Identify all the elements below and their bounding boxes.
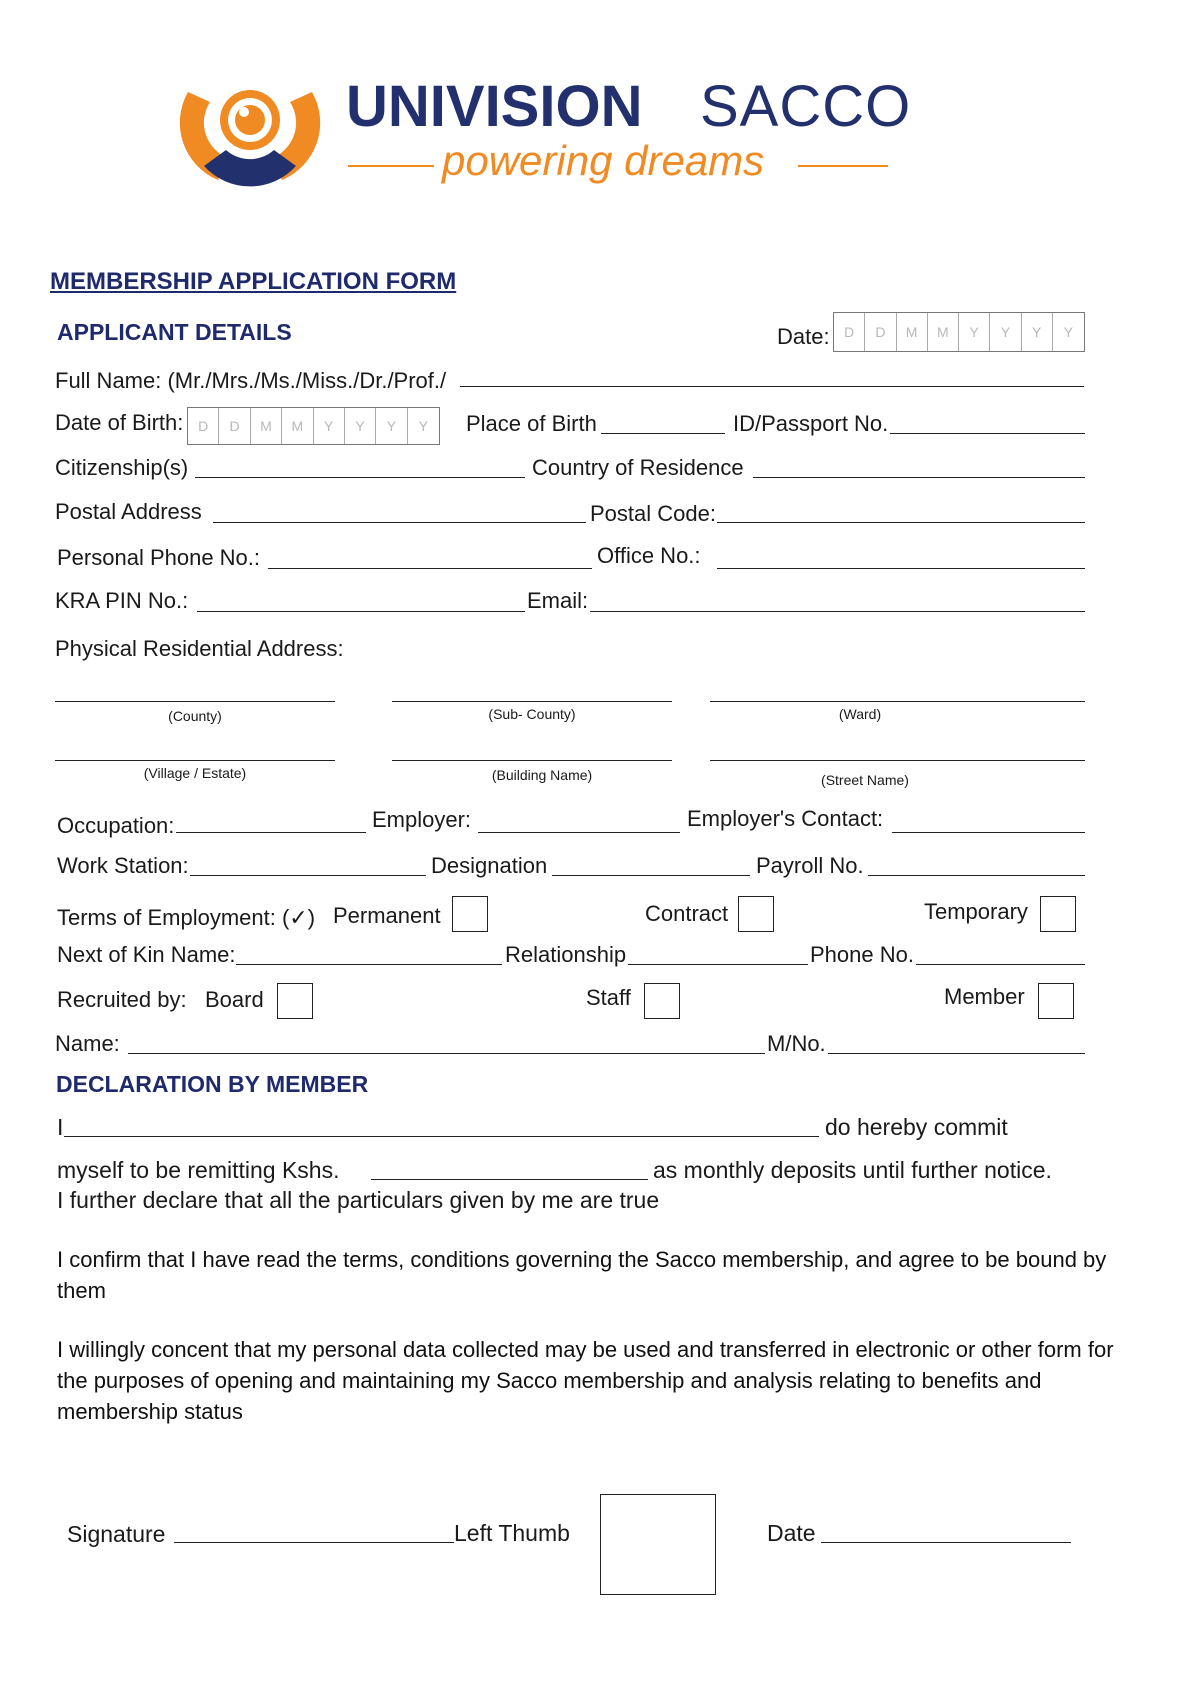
- street-name-field[interactable]: [710, 760, 1085, 761]
- terms-temporary-checkbox[interactable]: [1040, 896, 1076, 932]
- postal-code-field[interactable]: [717, 522, 1085, 523]
- terms-temporary-label: Temporary: [924, 899, 1028, 924]
- remit-amount-field[interactable]: [371, 1179, 648, 1180]
- dob-label: Date of Birth:: [55, 410, 184, 435]
- recruiter-name-label: Name:: [55, 1031, 120, 1056]
- signature-date-label: Date: [767, 1520, 816, 1546]
- phone-label: Phone No.: [810, 942, 914, 967]
- work-station-label: Work Station:: [57, 853, 189, 878]
- brand-name-bold: UNIVISION: [346, 74, 643, 139]
- brand-tagline: powering dreams: [442, 137, 765, 184]
- employer-field[interactable]: [478, 832, 680, 833]
- postal-code-label: Postal Code:: [590, 501, 716, 526]
- occupation-field[interactable]: [176, 832, 366, 833]
- declaration-i-label: I: [57, 1114, 64, 1140]
- dob-cell: Y: [314, 408, 345, 444]
- ward-caption: (Ward): [838, 706, 882, 722]
- date-cell: Y: [1022, 313, 1053, 351]
- dob-cell: M: [282, 408, 313, 444]
- mno-label: M/No.: [767, 1031, 826, 1056]
- left-thumb-label: Left Thumb: [454, 1520, 570, 1546]
- relationship-label: Relationship: [505, 942, 627, 967]
- recruiter-name-field[interactable]: [128, 1053, 765, 1054]
- form-title: MEMBERSHIP APPLICATION FORM: [50, 268, 457, 295]
- designation-label: Designation: [431, 853, 548, 878]
- citizenship-label: Citizenship(s): [55, 455, 189, 480]
- postal-address-field[interactable]: [213, 522, 586, 523]
- next-of-kin-field[interactable]: [236, 964, 502, 965]
- recruited-board-checkbox[interactable]: [277, 983, 313, 1019]
- declaration-name-field[interactable]: [64, 1136, 819, 1137]
- street-name-caption: (Street Name): [821, 772, 909, 788]
- payroll-field[interactable]: [868, 875, 1085, 876]
- county-caption: (County): [168, 708, 222, 724]
- relationship-field[interactable]: [628, 964, 808, 965]
- tagline-left-rule: [348, 165, 434, 167]
- place-of-birth-field[interactable]: [601, 433, 725, 434]
- employer-contact-label: Employer's Contact:: [687, 806, 884, 831]
- employer-label: Employer:: [372, 807, 472, 832]
- signature-label: Signature: [67, 1521, 166, 1547]
- date-cell: Y: [990, 313, 1021, 351]
- signature-field[interactable]: [174, 1542, 454, 1543]
- kra-pin-field[interactable]: [197, 611, 525, 612]
- applicant-details-heading: APPLICANT DETAILS: [57, 319, 292, 345]
- work-station-field[interactable]: [190, 875, 426, 876]
- email-field[interactable]: [590, 611, 1085, 612]
- next-of-kin-label: Next of Kin Name:: [57, 942, 236, 967]
- remit-suffix-text: as monthly deposits until further notice.: [653, 1157, 1052, 1183]
- personal-phone-label: Personal Phone No.:: [57, 545, 261, 570]
- date-cell: D: [834, 313, 865, 351]
- employer-contact-field[interactable]: [892, 832, 1085, 833]
- kra-pin-label: KRA PIN No.:: [55, 588, 189, 613]
- occupation-label: Occupation:: [57, 813, 175, 838]
- ward-field[interactable]: [710, 701, 1085, 702]
- date-cell: M: [897, 313, 928, 351]
- citizenship-field[interactable]: [195, 477, 525, 478]
- terms-contract-checkbox[interactable]: [738, 896, 774, 932]
- date-cell: D: [865, 313, 896, 351]
- full-name-label: Full Name: (Mr./Mrs./Ms./Miss./Dr./Prof./: [55, 368, 447, 393]
- sub-county-caption: (Sub- County): [488, 706, 576, 722]
- particulars-text: I further declare that all the particulars given by me are true: [57, 1187, 660, 1213]
- recruited-member-label: Member: [944, 984, 1025, 1009]
- terms-label: Terms of Employment: (✓): [57, 905, 316, 930]
- mno-field[interactable]: [828, 1053, 1085, 1054]
- recruited-staff-label: Staff: [586, 985, 631, 1010]
- univision-logo: [170, 62, 330, 192]
- tagline-right-rule: [798, 165, 888, 167]
- application-date-boxes[interactable]: [833, 312, 1085, 352]
- consent-text: I willingly concent that my personal data collected may be used and transferred in electronic or other form for the purposes of opening and maintaining my Sacco membership and analysis relating to benefits and membership status: [57, 1337, 1114, 1424]
- building-name-caption: (Building Name): [491, 767, 593, 783]
- terms-permanent-label: Permanent: [333, 903, 441, 928]
- terms-contract-label: Contract: [645, 901, 729, 926]
- id-passport-label: ID/Passport No.: [733, 411, 889, 436]
- date-label: Date:: [777, 324, 830, 349]
- univision-logo-icon: [170, 62, 330, 192]
- declaration-heading: DECLARATION BY MEMBER: [56, 1071, 369, 1097]
- email-label: Email:: [527, 588, 589, 613]
- county-field[interactable]: [55, 701, 335, 702]
- country-residence-field[interactable]: [753, 477, 1085, 478]
- dob-date-boxes[interactable]: [187, 407, 440, 445]
- physical-address-label: Physical Residential Address:: [55, 636, 344, 661]
- date-cell: M: [928, 313, 959, 351]
- phone-field[interactable]: [916, 964, 1085, 965]
- recruited-by-label: Recruited by:: [57, 987, 187, 1012]
- recruited-member-checkbox[interactable]: [1038, 983, 1074, 1019]
- personal-phone-field[interactable]: [268, 568, 592, 569]
- signature-date-field[interactable]: [821, 1542, 1071, 1543]
- recruited-board-label: Board: [205, 987, 264, 1012]
- village-estate-field[interactable]: [55, 760, 335, 761]
- date-cell: Y: [1063, 324, 1074, 340]
- dob-cell: Y: [376, 408, 407, 444]
- payroll-label: Payroll No.: [756, 853, 864, 878]
- village-estate-caption: (Village / Estate): [143, 765, 247, 781]
- office-no-field[interactable]: [717, 568, 1085, 569]
- designation-field[interactable]: [552, 875, 750, 876]
- office-no-label: Office No.:: [597, 543, 701, 568]
- confirm-text: I confirm that I have read the terms, conditions governing the Sacco membership, and agree to be bound by them: [57, 1247, 1107, 1303]
- commit-text: do hereby commit: [825, 1114, 1008, 1140]
- id-passport-field[interactable]: [890, 433, 1085, 434]
- remit-prefix-text: myself to be remitting Kshs.: [57, 1157, 340, 1183]
- recruited-staff-checkbox[interactable]: [644, 983, 680, 1019]
- dob-cell: D: [219, 408, 250, 444]
- left-thumb-box[interactable]: [600, 1494, 716, 1595]
- full-name-field[interactable]: [460, 386, 1084, 387]
- country-residence-label: Country of Residence: [532, 455, 744, 480]
- terms-permanent-checkbox[interactable]: [452, 896, 488, 932]
- sub-county-field[interactable]: [392, 701, 672, 702]
- place-of-birth-label: Place of Birth: [466, 411, 597, 436]
- postal-address-label: Postal Address: [55, 499, 202, 524]
- date-cell: Y: [959, 313, 990, 351]
- dob-cell: Y: [345, 408, 376, 444]
- building-name-field[interactable]: [392, 760, 672, 761]
- dob-cell: M: [251, 408, 282, 444]
- brand-name-light: SACCO: [700, 74, 912, 139]
- dob-cell: D: [188, 408, 219, 444]
- dob-cell: Y: [418, 418, 428, 434]
